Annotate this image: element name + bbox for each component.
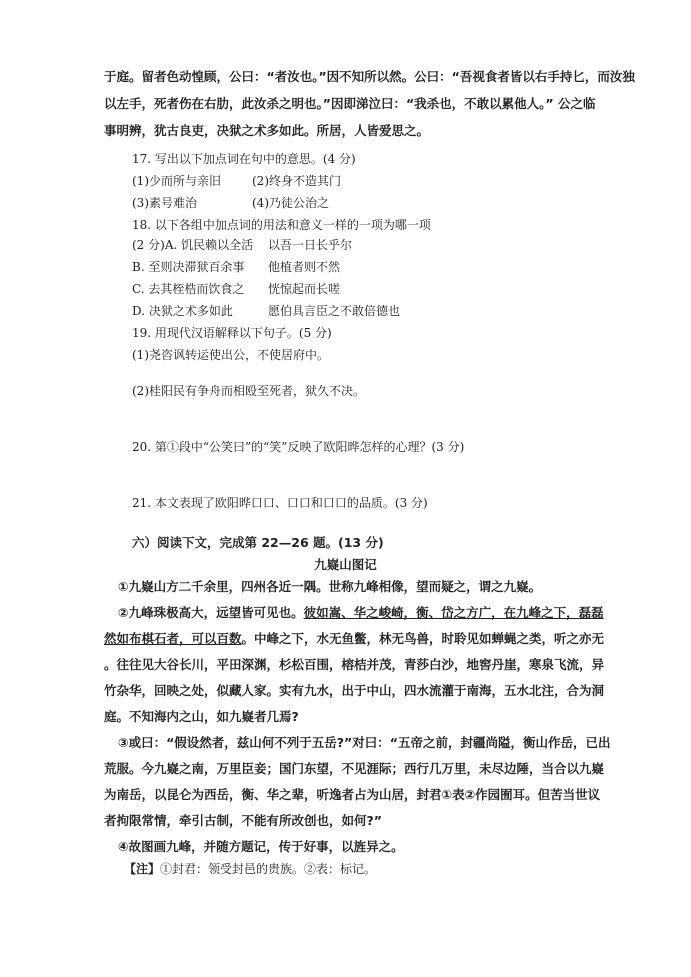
q18-option-c-left: C. 去其桎梏而饮食之 xyxy=(132,282,245,296)
question-21-prompt: 21. 本文表现了欧阳晔口口、口口和口口的品质。(3 分) xyxy=(132,496,428,510)
text-segment: ②九峰珠极高大，远望皆可见也。 xyxy=(118,605,304,620)
question-19-prompt: 19. 用现代汉语解释以下句子。(5 分) xyxy=(132,326,332,340)
underlined-segment: 磊磊 xyxy=(578,605,604,620)
underlined-segment: 彼如嵩、华之峻崎，衡、岱之方广，在九峰之下， xyxy=(303,605,579,620)
underlined-segment: 然如布棋石者，可以百数 xyxy=(104,631,242,646)
paragraph-3-line-2: 荒服。今九嶷之南，万里臣妾；国门东望，不见涯际；西行几万里，未尽边陲，当合以九嶷 xyxy=(104,761,605,776)
q18-option-d-right: 愿伯具言臣之不敢倍德也 xyxy=(268,304,401,318)
passage-line: 于庭。留者色动惶顾，公曰：“者汝也。”因不知所以然。公曰：“吾视食者皆以右手持匕，而汝独 xyxy=(104,69,635,84)
q18-option-b-left: B. 至则决滞狱百余事 xyxy=(132,260,245,274)
q18-option-a-right: 以吾一日长乎尔 xyxy=(268,238,353,252)
q17-item-1: (1)少而所与亲旧 xyxy=(132,174,221,188)
q18-option-a-left: (2 分)A. 饥民赖以全活 xyxy=(132,238,254,252)
section-heading: 六）阅读下文，完成第 22—26 题。(13 分) xyxy=(132,535,384,550)
q17-item-4: (4)乃徒公治之 xyxy=(252,196,329,210)
paragraph-2-line-5: 庭。不知海内之山，如九嶷者几焉? xyxy=(104,709,299,724)
q18-option-b-right: 他植者则不然 xyxy=(268,260,341,274)
paragraph-3-line-1: ③或曰：“假设然者，兹山何不列于五岳?”对曰：“五帝之前，封疆尚隘，衡山作岳，已出 xyxy=(118,735,611,750)
paragraph-3-line-3: 为南岳，以昆仑为西岳，衡、华之辈，听逸者占为山居，封君①表②作园囿耳。但苦当世议 xyxy=(104,787,601,802)
question-17-prompt: 17. 写出以下加点词在句中的意思。(4 分) xyxy=(132,152,356,166)
paragraph-3-line-4: 者拘限常情，牵引古制，不能有所改创也，如何?” xyxy=(104,813,382,828)
paragraph-2-line-3: 。往往见大谷长川，平田深渊，杉松百围，榕桔并茂，青莎白沙，地窖丹崖，寒泉飞流，异 xyxy=(104,657,605,672)
q17-item-2: (2)终身不造其门 xyxy=(252,174,341,188)
paragraph-2-line-1 xyxy=(118,604,604,622)
q19-sentence-1: (1)尧咨讽转运使出公，不使居府中。 xyxy=(132,348,329,362)
passage-title: 九嶷山图记 xyxy=(314,557,377,572)
text-segment: 。中峰之下，水无鱼鳖，林无鸟兽，时聆见如蝉蝇之类，听之亦无 xyxy=(241,631,605,646)
question-20-prompt: 20. 第①段中“公笑曰”的“笑”反映了欧阳晔怎样的心理？(3 分) xyxy=(132,440,465,454)
q17-item-3: (3)素号难治 xyxy=(132,196,197,210)
paragraph-2-line-2 xyxy=(104,630,604,648)
paragraph-1: ①九嶷山方二千余里，四州各近一隅。世称九峰相像，望而疑之，谓之九嶷。 xyxy=(118,579,542,594)
footnote-label: 【注】 xyxy=(124,862,161,876)
q19-sentence-2: (2)桂阳民有争舟而相殴至死者，狱久不决。 xyxy=(132,384,365,398)
passage-line: 以左手，死者伤在右肋，此汝杀之明也。”因即涕泣曰：“我杀也，不敢以累他人。” 公之临 xyxy=(104,96,596,111)
passage-line: 事明辨，犹古良吏，决狱之术多如此。所居，人皆爱思之。 xyxy=(104,123,430,138)
q18-option-d-left: D. 决狱之术多如此 xyxy=(132,304,233,318)
footnote-text: ①封君：领受封邑的贵族。②表：标记。 xyxy=(160,862,377,876)
paragraph-2-line-4: 竹杂华，回映之处，似藏人家。实有九水，出于中山，四水流灌于南海，五水北注，合为洞 xyxy=(104,683,605,698)
q18-option-c-right: 恍惊起而长嗟 xyxy=(268,282,341,296)
paragraph-4: ④故图画九峰，并随方题记，传于好事，以旌异之。 xyxy=(118,839,404,854)
question-18-prompt: 18. 以下各组中加点词的用法和意义一样的一项为哪一项 xyxy=(132,218,431,232)
footnote xyxy=(124,860,376,878)
